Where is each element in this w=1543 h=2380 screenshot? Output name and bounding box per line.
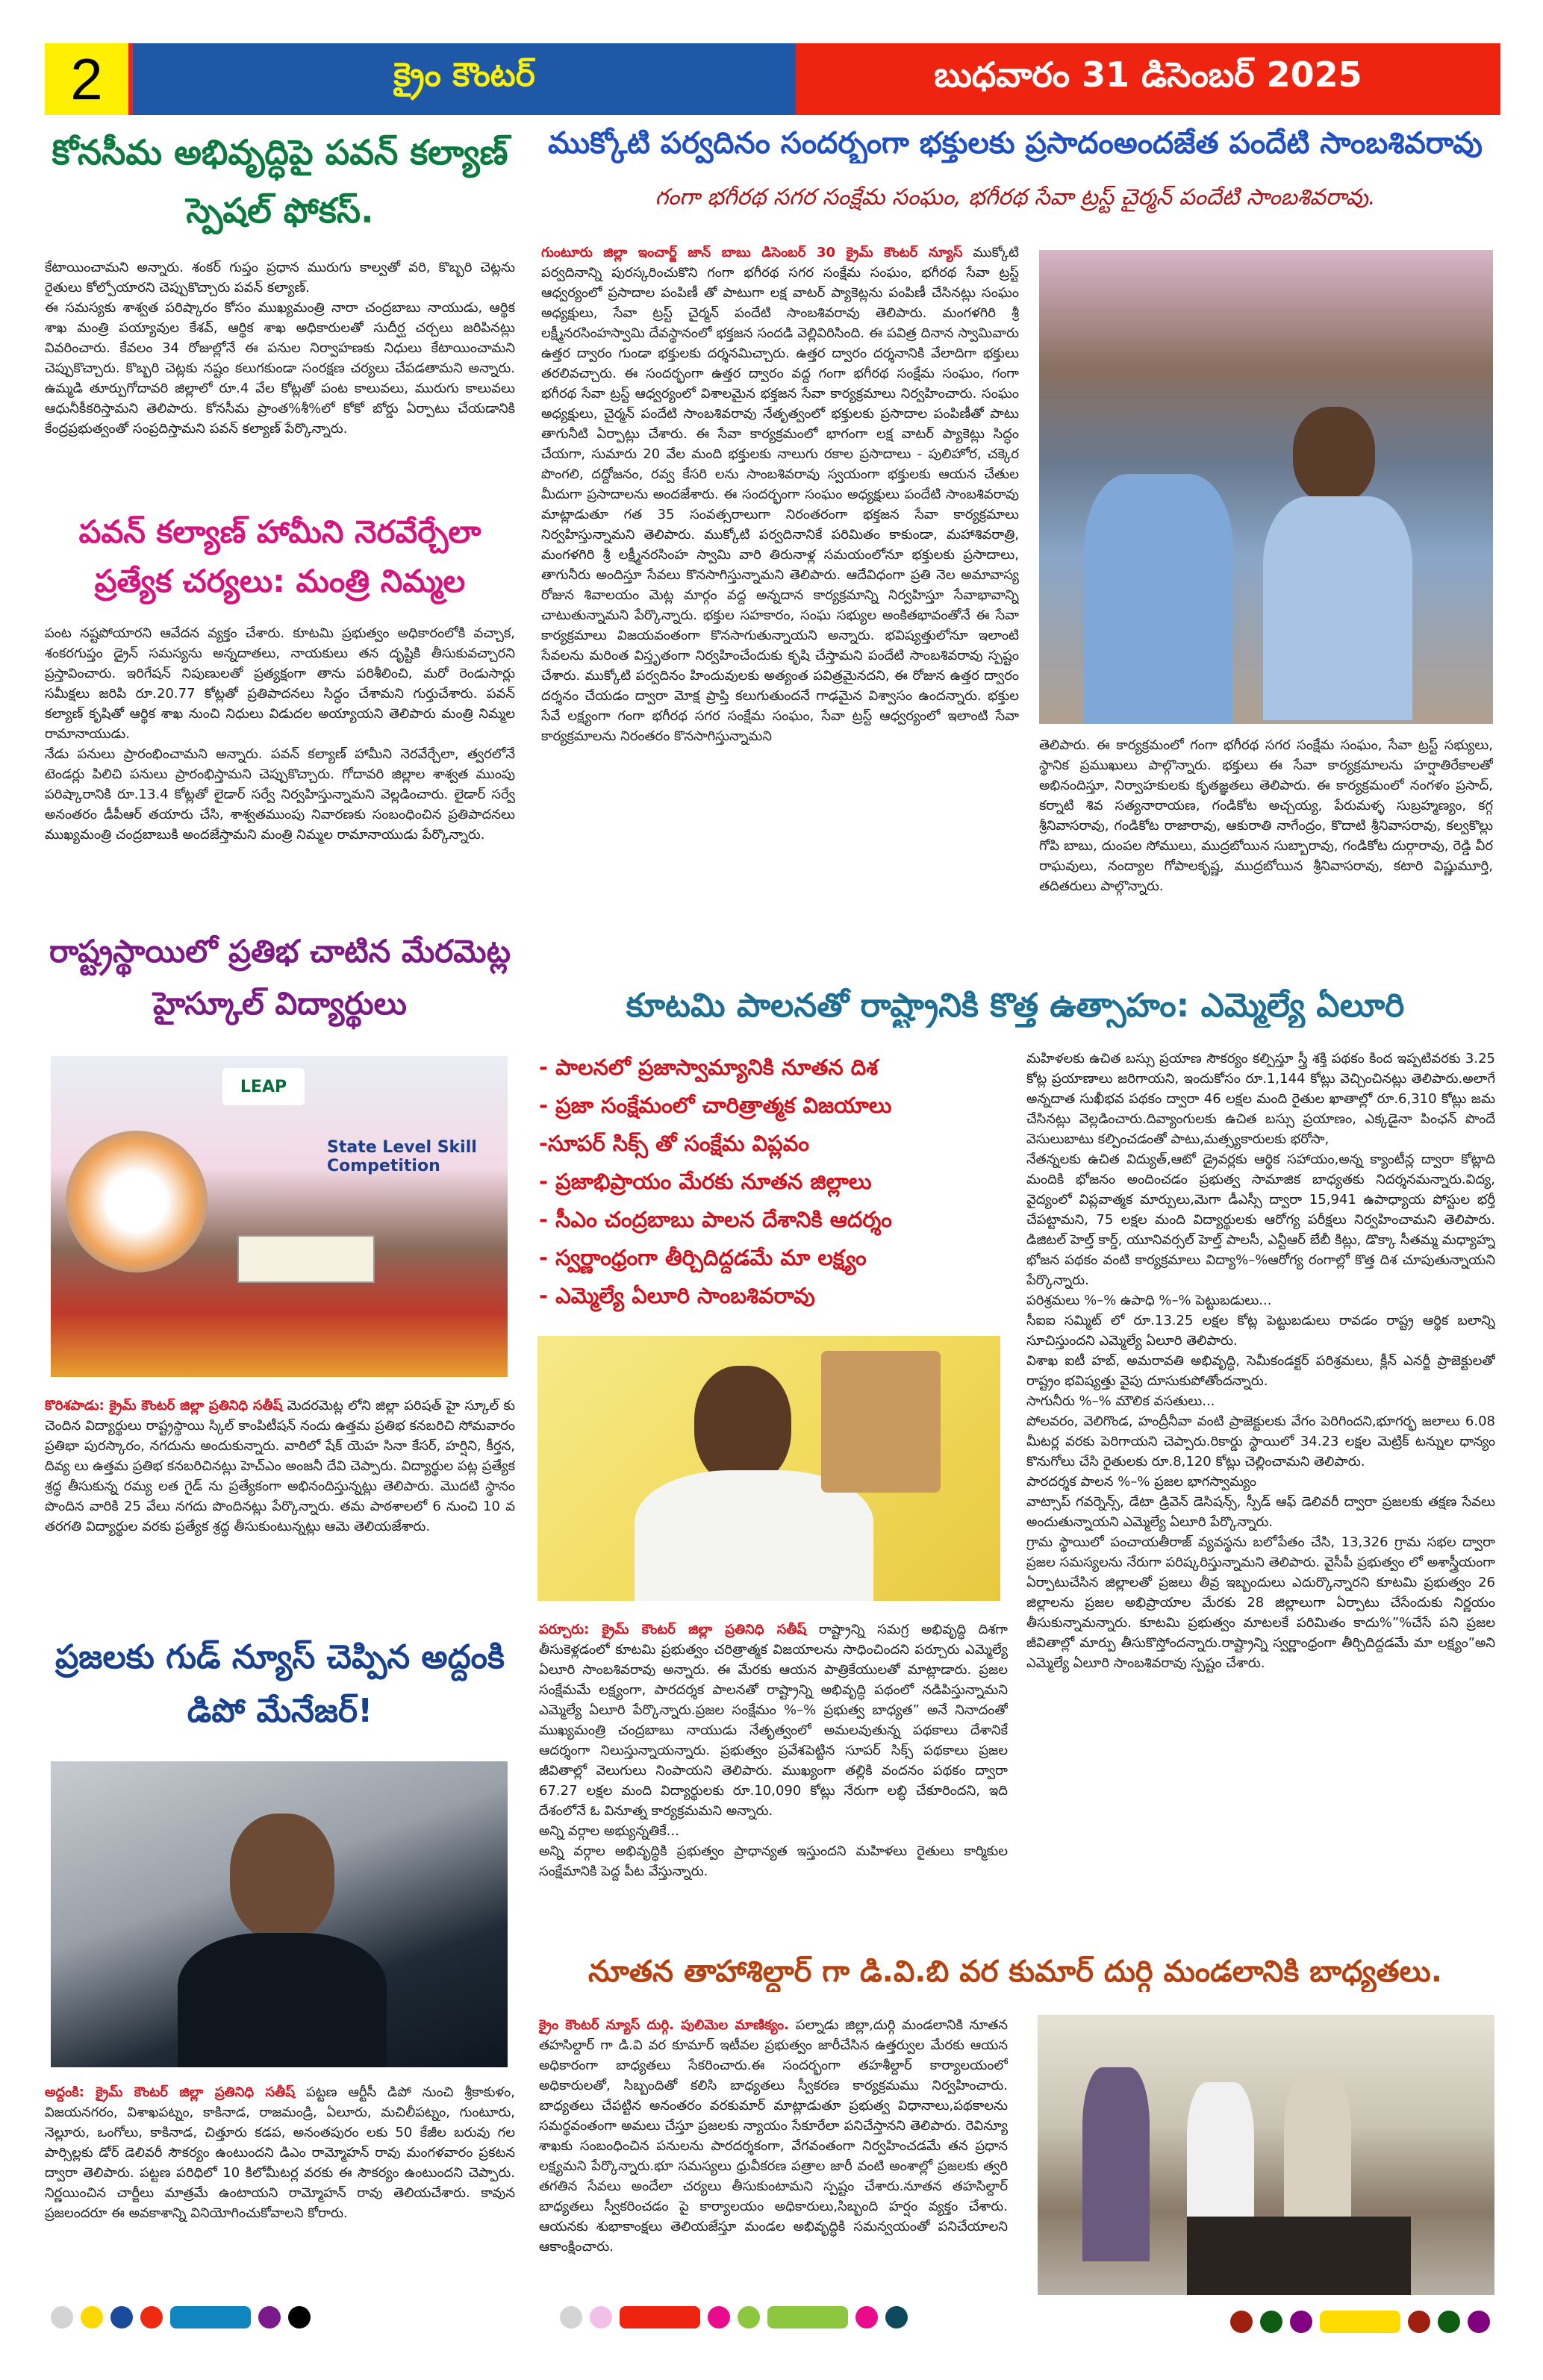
- subheadline-mukkoti: గంగా భగీరథ సగర సంక్షేమ సంఘం, భగీరథ సేవా ట్రస్ట్ చైర్మన్ పందేటి సాంబశివరావు.: [655, 184, 1376, 210]
- headline-tahsildar: నూతన తాహాశిల్దార్ గా డి.వి.బి వర కుమార్ దుర్గి మండలానికి బాధ్యతలు.: [588, 1955, 1442, 1989]
- headline-mla: కూటమి పాలనతో రాష్ట్రానికి కొత్త ఉత్సాహం: ఎమ్మెల్యే ఏలూరి: [626, 987, 1405, 1025]
- color-mark: [288, 2306, 311, 2329]
- color-mark: [1468, 2311, 1490, 2333]
- article-nimmala-body: పంట నష్టపోయారని ఆవేదన వ్యక్తం చేశారు. కూటమి ప్రభుత్వం అధికారంలోకి వచ్చాక, శంకరగుప్తం డ్రైన్ సమస్యను అన్నదాతలు, నాయకులు తన దృష్టికి తీసుకువచ్చారని ప్రస్తావించారు. ఇరిగేషన్ నిపుణులతో ప్రత్యక్షంగా తాను పరిశీలించి, మరో రెండుసార్లు సమీక్షలు జరిపి రూ.20.77 కోట్లతో ప్రతిపాదనలు సిద్ధం చేశామని గుర్తుచేశారు. పవన్ కల్యాణ్ కృషితో ఆర్థిక శాఖ నుంచి నిధులు విడుదల అయ్యాయని తెలిపారు మంత్రి నిమ్మల రామానాయుడు. నేడు పనులు ప్రారంభించామని అన్నారు. పవన్ కల్యాణ్ హామీని నెరవేర్చేలా, త్వరలోనే టెండర్లు పిలిచి పనులు ప్రారంభిస్తామని చెప్పుకొచ్చారు. గోదావరి జిల్లాల శాశ్వత ముంపు పరిష్కారానికి రూ.13.4 కోట్లతో లైడార్ సర్వే నిర్వహిస్తున్నామని వెల్లడించారు. లైడార్ సర్వే అనంతరం డీపీఆర్ తయారు చేసి, శాశ్వతముంపు నివారణకు సంబంధించిన ప్రతిపాదనలు ముఖ్యమంత్రి చంద్రబాబుకి అందజేస్తామని మంత్రి నిమ్మల రామానాయుడు పేర్కొన్నారు.: [45, 625, 515, 843]
- dateline-mla: పర్చూరు: క్రైమ్ కౌంటర్ జిల్లా ప్రతినిధి సతీష్: [539, 1622, 807, 1637]
- highlight-item: - ఎమ్మెల్యే ఏలూరి సాంబశివరావు: [539, 1283, 815, 1308]
- color-mark: [590, 2306, 612, 2329]
- wall-decoration: [821, 1351, 941, 1493]
- color-mark: [855, 2306, 878, 2329]
- color-mark: [620, 2306, 700, 2329]
- prize-cheque: [237, 1235, 375, 1283]
- highlight-item: - స్వర్ణాంధ్రంగా తీర్చిదిద్దడమే మా లక్ష్యం: [539, 1245, 867, 1270]
- color-mark: [1320, 2311, 1400, 2333]
- color-mark: [140, 2306, 163, 2329]
- color-mark: [51, 2306, 73, 2329]
- person-shirt: [178, 1933, 387, 2067]
- article-mukkoti-continued: తెలిపారు. ఈ కార్యక్రమంలో గంగా భగీరథ సగర సంక్షేమ సంఘం, సేవా ట్రస్ట్ సభ్యులు, స్థానిక ప్రముఖులు పాల్గొన్నారు. భక్తులు ఈ సేవా కార్యక్రమాలను హర్షాతిరేకాలతో అభినందిస్తూ, నిర్వాహకులకు కృతజ్ఞతలు తెలిపారు. ఈ కార్యక్రమంలో నంగళం ప్రసాద్, కర్నాటి శివ సత్యనారాయణ, గండికోట అచ్చయ్య, పేరుమళ్ళ సుబ్రహ్మణ్యం, కగ్గ శ్రీనివాసరావు, గండికోట రాజారావు, ఆకురాతి నాగేంద్రం, కొదాటి శ్రీనివాసరావు, కల్వకొల్లు గోపి బాబు, దుంపల సోములు, ముద్రబోయిన సుబ్బారావు, గండికోట దుర్గారావు, రెడ్డి వీర రాఘవులు, నంద్యాల గోపాలకృష్ణ, ముద్రబోయిన శ్రీనివాసరావు, కటారి విష్ణుమూర్తి, తదితరులు పాల్గొన్నారు.: [1039, 737, 1493, 894]
- color-mark: [738, 2306, 760, 2329]
- person-figure: [694, 1366, 791, 1485]
- registration-marks-left: [51, 2306, 311, 2329]
- photo-depot-manager: [51, 1761, 508, 2067]
- skill-education-emblem: [66, 1131, 208, 1272]
- mla-highlights-list: [539, 1049, 1002, 1315]
- highlight-item: -సూపర్ సిక్స్ తో సంక్షేమ విప్లవం: [539, 1131, 810, 1156]
- color-mark: [885, 2306, 908, 2329]
- highlight-item: - సీఎం చంద్రబాబు పాలన దేశానికి ఆదర్శం: [539, 1207, 893, 1232]
- headline-nimmala: పవన్ కల్యాణ్ హామీని నెరవేర్చేలా ప్రత్యేక చర్యలు: మంత్రి నిమ్మల: [78, 513, 481, 599]
- competition-banner: State Level Skill Competition: [327, 1138, 477, 1175]
- person-figure: [230, 1814, 334, 1940]
- article-depot-body: అద్దంకి: క్రైమ్ కౌంటర్ జిల్లా ప్రతినిధి సతీష్ పట్టణ ఆర్టీసీ డిపో నుంచి శ్రీకాకుళం, విజయనగరం, విశాఖపట్నం, కాకినాడ, రాజమండ్రి, ఏలూరు, మచిలీపట్నం, గుంటూరు, నెల్లూరు, ఒంగోలు, కాకినాడ, చిత్తూరు కడప, అనంతపురం లకు 50 కేజీల బరువు గల పార్సిల్లకు డోర్ డెలివరీ సౌకర్యం ఉంటుందని డిఎం రామ్మోహన్ రావు మంగళవారం ప్రకటన ద్వారా తెలిపారు. పట్టణ పరిధిలో 10 కిలోమీటర్ల వరకు ఈ సౌకర్యం ఉంటుందని చెప్పారు. నిర్ణయించిన చార్జీలు మాత్రమే ఉంటాయని రామ్మోహన్ రావు తెలియచేశారు. కావున ప్రజలందరూ ఈ అవకాశాన్ని వినియోగించుకోవాలని కోరారు.: [45, 2084, 515, 2221]
- color-mark: [258, 2306, 281, 2329]
- registration-marks-right: [1230, 2311, 1490, 2333]
- photo-tahsildar-office: [1038, 2015, 1494, 2295]
- color-mark: [1290, 2311, 1312, 2333]
- office-desk: [1187, 2217, 1411, 2295]
- issue-date: బుధవారం 31 డిసెంబర్ 2025: [796, 43, 1500, 115]
- page-number: 2: [45, 43, 133, 115]
- article-tahsildar-body: క్రైం కౌంటర్ న్యూస్ దుర్గి. పులిమెల మాణిక్యం. పల్నాడు జిల్లా,దుర్గి మండలానికి నూతన తహసిల్దార్ గా డి.వి వర కూమార్ ఇటీవల ప్రభుత్వం జారీచేసిన ఉత్తర్వుల మేరకు ఆయన అధికారంగా బాధ్యతలు సేకరించారు.ఈ సందర్భంగా తహశీల్దార్ కార్యాలయంలో అధికారులతో, సిబ్బందితో కలిసి బాధ్యతలు స్వీకరణ కార్యక్రమము నిర్వహించారు. బాధ్యతలు చేపట్టిన అనంతరం వరకుమార్ మాట్లాడుతూ ప్రభుత్వ విధానాలు,పథకాలను సమర్థవంతంగా అమలు చేస్తూ ప్రజలకు న్యాయం సేకూరేలా పనిచేస్తానని తెలిపారు. రెవిన్యూ శాఖకు సంబంధించిన పనులను పారదర్శకంగా, వేగవంతంగా నిర్వహించడమే తన ప్రధాన లక్ష్యమని పేర్కొన్నారు.భూ సమస్యలు ధ్రువీకరణ పత్రాల జారీ వంటి అంశాల్లో ప్రజలకు త్వరి తగతిన సేవలు అందేలా చర్యలు తీసుకుంటామని స్పష్టం చేశారు.నూతన తహసిల్దార్ బాధ్యతలు స్వీకరించడం పై కార్యాలయం అధికారులు,సిబ్బంది హర్షం వ్యక్తం చేశారు. ఆయనకు శుభాకాంక్షలు తెలియజేస్తూ మండల అభివృద్ధికి సమన్వయంతో పనిచేయాలని ఆకాంక్షించారు.: [539, 2017, 1008, 2255]
- registration-marks-center: [560, 2306, 908, 2329]
- color-mark: [767, 2306, 848, 2329]
- article-konaseema-body: కేటాయించామని అన్నారు. శంకర్ గుప్తం ప్రధాన మురుగు కాల్వతో వరి, కొబ్బరి చెట్లను రైతులు కోల్పోయారని చెప్పుకొచ్చారు పవన్ కల్యాణ్. ఈ సమస్యకు శాశ్వత పరిష్కారం కోసం ముఖ్యమంత్రి నారా చంద్రబాబు నాయుడు, ఆర్థిక శాఖ మంత్రి పయ్యావుల కేశవ్, ఆర్థిక శాఖ అధికారులతో సుదీర్ఘ చర్చలు జరిపినట్లు వివరించారు. కేవలం 34 రోజుల్లోనే ఈ పనుల నిర్వాహణకు నిధులు కేటాయించామని చెప్పుకొచ్చారు. కొబ్బరి చెట్లకు నష్టం కలుగకుండా సంరక్షణ చర్యలు చేపడతామని అన్నారు. ఉమ్మడి తూర్పుగోదావరి జిల్లాలో రూ.4 వేల కోట్లతో పంట కాలువలు, మురుగు కాలువలు ఆధునీకీకరిస్తామని తెలిపారు. కోనసీమ ప్రాంత%శీ%లో కోకో బోర్డు ఏర్పాటు చేయడానికి కేంద్రప్రభుత్వంతో సంప్రదిస్తామని పవన్ కల్యాణ్ పేర్కొన్నారు.: [45, 260, 515, 437]
- photo-mla: [537, 1336, 1000, 1601]
- person-shirt: [1263, 496, 1412, 720]
- color-mark: [1438, 2311, 1460, 2333]
- headline-school: రాష్ట్రస్థాయిలో ప్రతిభ చాటిన మేరమెట్ల హైస్కూల్ విద్యార్థులు: [49, 933, 511, 1022]
- dateline-depot: అద్దంకి: క్రైమ్ కౌంటర్ జిల్లా ప్రతినిధి సతీష్: [45, 2084, 296, 2100]
- photo-devotees-crowd: [1039, 250, 1493, 724]
- article-mla-body-right: మహిళలకు ఉచిత బస్సు ప్రయాణ సౌకర్యం కల్పిస్తూ స్త్రీ శక్తి పథకం కింద ఇప్పటివరకు 3.25 కోట్ల ప్రయాణాలు జరిగాయని, ఇందుకోసం రూ.1,144 కోట్లు వెచ్చించినట్లు తెలిపారు.అలాగే అన్నదాత సుఖీభవ పథకం ద్వారా 46 లక్షల మంది రైతుల ఖాతాల్లో రూ.6,310 కోట్లు జమ చేసినట్లు వెల్లడించారు.దివ్యాంగులకు ఉచిత బస్సు ప్రయాణం, ఎక్కడైనా పింఛన్ పొందే వెసులుబాటు కల్పించడంతో పాటు,మత్స్యకారులకు భరోసా, నేతన్నలకు ఉచిత విద్యుత్,ఆటో డ్రైవర్లకు ఆర్థిక సహాయం,అన్న క్యాంటీన్ల ద్వారా కోట్లాది మందికి భోజనం అందించడం ప్రభుత్వ సామాజిక బాధ్యతకు నిదర్శనమన్నారు.విద్య, వైద్యంలో విప్లవాత్మక మార్పులు,మెగా డీఎస్సీ ద్వారా 15,941 ఉపాధ్యాయ పోస్టుల భర్తీ చేపట్టామని, 75 లక్షల మంది విద్యార్థులకు ఆరోగ్య పరీక్షలు నిర్వహించామని తెలిపారు. డిజిటల్ హెల్త్ కార్డ్, యూనివర్సల్ హెల్త్ పాలసీ, ఎన్టీఆర్ బేబీ కిట్లు, డొక్కా సీతమ్మ మధ్యాహ్న భోజన పథకం వంటి కార్యక్రమాలు విద్యా%–%ఆరోగ్య రంగాల్లో కొత్త దిశ చూపుతున్నాయని పేర్కొన్నారు. పరిశ్రమలు %–% ఉపాధి %–% పెట్టుబడులు... సీఐఐ సమ్మిట్ లో రూ.13.25 లక్షల కోట్ల పెట్టుబడులు రావడం రాష్ట్ర ఆర్థిక బలాన్ని సూచిస్తుందని ఎమ్మెల్యే ఏలూరి తెలిపారు. విశాఖ ఐటీ హబ్, అమరావతి అభివృద్ధి, సెమీకండక్టర్ పరిశ్రమలు, క్లీన్ ఎనర్జీ ప్రాజెక్టులతో రాష్ట్రం భవిష్యత్తు వైపు దూసుకుపోతోందన్నారు. సాగునీరు %–% మౌలిక వసతులు... పోలవరం, వెలిగొండ, హంద్రీనీవా వంటి ప్రాజెక్టులకు వేగం పెరిగిందని,భూగర్భ జలాలు 6.08 మీటర్ల వరకు పెరిగాయని చెప్పారు.రికార్డు స్థాయిలో 34.23 లక్షల మెట్రిక్ టన్నుల ధాన్యం కొనుగోలు చేసి రైతులకు రూ.8,120 కోట్లు చెల్లించామని తెలిపారు. పారదర్శక పాలన %–% ప్రజల భాగస్వామ్యం వాట్సాప్ గవర్నెన్స్, డేటా డ్రివెన్ డెసిషన్స్, స్పీడ్ ఆఫ్ డెలివరీ ద్వారా ప్రజలకు తక్షణ సేవలు అందుతున్నాయని ఎమ్మెల్యే ఏలూరి పేర్కొన్నారు. గ్రామ స్థాయిలో పంచాయతీరాజ్ వ్యవస్థను బలోపేతం చేసి, 13,326 గ్రామ సభల ద్వారా ప్రజల సమస్యలను నేరుగా పరిష్కరిస్తున్నామని తెలిపారు. వైసీపీ ప్రభుత్వం లో అశాస్త్రీయంగా ఏర్పాటుచేసిన జిల్లాలతో ప్రజలు తీవ్ర ఇబ్బందులు ఎదుర్కొన్నారని కూటమి ప్రభుత్వం 26 జిల్లాలను ప్రజల అభిప్రాయాల మేరకు 28 జిల్లాలుగా ఏర్పాటు చేసేందుకు నిర్ణయం తీసుకున్నామన్నారు. కూటమి ప్రభుత్వం మాటలకే పరిమితం కాదు%”%చేసే పని ప్రజల జీవితాల్లో మార్పు తీసుకొస్తోందన్నారు.రాష్ట్రాన్ని స్వర్ణాంధ్రంగా తీర్చిదిద్దడమే మా లక్ష్యం”అని ఎమ్మెల్యే ఏలూరి సాంబశివరావు స్పష్టం చేశారు.: [1026, 1051, 1495, 1671]
- highlight-item: - ప్రజాభిప్రాయం మేరకు నూతన జిల్లాలు: [539, 1169, 872, 1194]
- article-school-body: కొరిశపాడు: క్రైమ్ కౌంటర్ జిల్లా ప్రతినిధి సతీష్ మెదరమెట్ల లోని జిల్లా పరిషత్ హై స్కూల్ కు చెందిన విద్యార్థులు రాష్ట్రస్థాయి స్కిల్ కాంపిటీషన్ నందు ఉత్తమ ప్రతిభ కనబరిచి సోమవారం ప్రతిభా పురస్కారం, నగదును అందుకున్నారు. వారిలో షేక్ యెహ సినా కేసర్, హర్షిని, కీర్తన, దివ్య లు ఉత్తమ ప్రతిభ కనబరిచినట్లు హెచ్ఎం అంజనీ దేవి చెప్పారు. విద్యార్థుల పట్ల ప్రత్యేక శ్రద్ధ తీసుకున్న రమ్య లత గైడ్ ను ప్రత్యేకంగా అభినందిస్తున్నట్లు తెలిపారు. మొదటి స్థానం పొందిన వారికి 25 వేలు నగదు పొందినట్లు పేర్కొన్నారు. తమ పాఠశాలలో 6 నుంచి 10 వ తరగతి విద్యార్థుల వరకు ప్రత్యేక శ్రద్ధ తీసుకుంటున్నట్లు ఆమె తెలియజేశారు.: [45, 1398, 515, 1534]
- color-mark: [110, 2306, 133, 2329]
- headline-konaseema: కోనసీమ అభివృద్ధిపై పవన్ కల్యాణ్ స్పెషల్ ఫోకస్.: [52, 132, 508, 231]
- color-mark: [170, 2306, 251, 2329]
- highlight-item: - పాలనలో ప్రజాస్వామ్యానికి నూతన దిశ: [539, 1055, 879, 1080]
- color-mark: [1260, 2311, 1282, 2333]
- headline-mukkoti: ముక్కోటి పర్వదినం సందర్భంగా భక్తులకు ప్రసాదంఅందజేత పందేటి సాంబశివరావు: [548, 126, 1483, 160]
- article-mla-body: పర్చూరు: క్రైమ్ కౌంటర్ జిల్లా ప్రతినిధి సతీష్ రాష్ట్రాన్ని సమగ్ర అభివృద్ధి దిశగా తీసుకెళ్లడంలో కూటమి ప్రభుత్వం చరిత్రాత్మక విజయాలను సాధించిందని పర్చూరు ఎమ్మెల్యే ఏలూరి సాంబశివరావు అన్నారు. ఈ మేరకు ఆయన పాత్రికేయులతో మాట్లాడారు. ప్రజల సంక్షేమమే లక్ష్యంగా, పారదర్శక పాలనతో రాష్ట్రాన్ని అభివృద్ధి పథంలో నడిపిస్తున్నామని ఎమ్మెల్యే ఏలూరి పేర్కొన్నారు.ప్రజల సంక్షేమం %–% ప్రభుత్వ బాధ్యత” అనే నినాదంతో ముఖ్యమంత్రి చంద్రబాబు నాయుడు నేతృత్వంలో అమలవుతున్న పథకాలు దేశానికే ఆదర్శంగా నిలుస్తున్నాయన్నారు. ప్రభుత్వం ప్రవేశపెట్టిన సూపర్ సిక్స్ పథకాలు ప్రజల జీవితాల్లో వెలుగులు నింపాయని తెలిపారు. ముఖ్యంగా తల్లికి వందనం పథకం ద్వారా 67.27 లక్షల మంది విద్యార్థులకు రూ.10,090 కోట్లు నేరుగా లబ్ధి చేకూరిందని, ఇది దేశంలోనే ఓ వినూత్న కార్యక్రమమని అన్నారు. అన్ని వర్గాల అభ్యున్నతికే... అన్ని వర్గాల అభివృద్ధికి ప్రభుత్వం ప్రాధాన్యత ఇస్తుందని మహిళలు రైతులు కార్మికుల సంక్షేమానికి పెద్ద పీట వేస్తున్నారు.: [539, 1622, 1008, 1879]
- dateline-school: కొరిశపాడు: క్రైమ్ కౌంటర్ జిల్లా ప్రతినిధి సతీష్: [45, 1398, 283, 1414]
- color-mark: [81, 2306, 103, 2329]
- headline-depot: ప్రజలకు గుడ్ న్యూస్ చెప్పిన అద్దంకి డిపో మేనేజర్!: [55, 1638, 505, 1730]
- paper-name: క్రైం కౌంటర్: [133, 43, 796, 115]
- color-mark: [560, 2306, 582, 2329]
- photo-school-award: [51, 1056, 508, 1377]
- color-mark: [1408, 2311, 1430, 2333]
- article-mukkoti-body: గుంటూరు జిల్లా ఇంచార్జ్ జాన్ బాబు డిసెంబర్ 30 క్రైమ్ కౌంటర్ న్యూస్ ముక్కోటి పర్వదినాన్ని పురస్కరించుకొని గంగా భగీరథ సగర సంక్షేమ సంఘం, భగీరథ సేవా ట్రస్ట్ ఆధ్వర్యంలో ప్రసాదాల పంపిణీ తో పాటుగా లక్ష వాటర్ ప్యాకెట్లను పంపిణీ చేసినట్లు సంఘం అధ్యక్షులు, సేవా ట్రస్ట్ చైర్మన్ పందేటి సాంబశివరావు తెలిపారు. మంగళగిరి శ్రీ లక్ష్మీనరసింహస్వామి దేవస్థానంలో భక్తజన సందడి వెల్లివిరిసింది. ఈ పవిత్ర దినాన స్వామివారు ఉత్తర ద్వారం గుండా భక్తులకు దర్శనమిచ్చారు. ఉత్తర ద్వారం దర్శనానికి వేలాదిగా భక్తులు తరలివచ్చారు. ఈ సందర్భంగా ఉత్తర ద్వారం వద్ద గంగా భగీరథ సంక్షేమ సంఘం, గంగా భగీరథ సేవా ట్రస్ట్ ఆధ్వర్యంలో విశాలమైన భక్తజన సేవా కార్యక్రమాలు నిర్వహించారు. సంఘం అధ్యక్షులు, చైర్మన్ పందేటి సాంబశివరావు నేతృత్వంలో భక్తులకు ప్రసాదాల పంపిణీతో పాటు తాగునీటి ఏర్పాట్లు చేశారు. ఈ సేవా కార్యక్రమంలో భాగంగా లక్ష వాటర్ ప్యాకెట్లు సిద్ధం చేయగా, సుమారు 20 వేల మంది భక్తులకు నాలుగు రకాల ప్రసాదాలు - పులిహోర, చక్కెర పొంగలి, దద్దోజనం, రవ్వ కేసరి లను సాంబశివరావు స్వయంగా భక్తులకు ఆయన చేతుల మీదుగా ప్రసాదాలను అందజేశారు. ఈ సందర్భంగా సంఘం అధ్యక్షులు పందేటి సాంబశివరావు మాట్లాడుతూ గత 35 సంవత్సరాలుగా నిరంతరంగా భక్తజన సేవా కార్యక్రమాలు నిర్వహిస్తున్నామని తెలిపారు. ముక్కోటి పర్వదినానికే పరిమితం కాకుండా, మహాశివరాత్రి, మంగళగిరి శ్రీ లక్ష్మీనరసింహ స్వామి వారి తిరునాళ్ల సమయంలోనూ భక్తులకు ప్రసాదాలు, తాగునీరు అందిస్తూ సేవలు కొనసాగిస్తున్నామని తెలిపారు. ఆదేవిధంగా ప్రతి నెల అమావాస్య రోజున శివాలయం మెట్ల మార్గం వద్ద అన్నదాన కార్యక్రమాన్ని నిర్వహిస్తూ సేవాభావాన్ని చాటుతున్నామని పేర్కొన్నారు. భక్తుల సహకారం, సంఘ సభ్యుల అంకితభావంతోనే ఈ సేవా కార్యక్రమాలు విజయవంతంగా కొనసాగుతున్నాయని అన్నారు. భవిష్యత్తులోనూ ఇలాంటి సేవలను మరింత విస్తృతంగా నిర్వహించేందుకు కృషి చేస్తామని పందేటి సాంబశివరావు స్పష్టం చేశారు. ముక్కోటి పర్వదినం హిందువులకు అత్యంత పవిత్రమైనదని, ఈ రోజున ఉత్తర ద్వారం దర్శనం చేయడం ద్వారా మోక్ష ప్రాప్తి కలుగుతుందనే గాఢమైన విశ్వాసం ఉందన్నారు. భక్తుల సేవే లక్ష్యంగా గంగా భగీరథ సగర సంక్షేమ సంఘం, సేవా ట్రస్ట్ ఆధ్వర్యంలో ఇలాంటి సేవా కార్యక్రమాలను నిరంతరం కొనసాగిస్తున్నామని: [541, 245, 1019, 744]
- leap-logo: LEAP: [222, 1068, 305, 1105]
- highlight-item: - ప్రజా సంక్షేమంలో చారిత్రాత్మక విజయాలు: [539, 1093, 892, 1118]
- person-figure: [1082, 2067, 1150, 2261]
- color-mark: [1230, 2311, 1253, 2333]
- person-figure: [1293, 407, 1375, 504]
- dateline-mukkoti: గుంటూరు జిల్లా ఇంచార్జ్ జాన్ బాబు డిసెంబర్ 30 క్రైమ్ కౌంటర్ న్యూస్: [541, 245, 963, 260]
- color-mark: [708, 2306, 730, 2329]
- person-shirt: [1084, 474, 1233, 724]
- dateline-tahsildar: క్రైం కౌంటర్ న్యూస్ దుర్గి. పులిమెల మాణిక్యం.: [539, 2017, 789, 2033]
